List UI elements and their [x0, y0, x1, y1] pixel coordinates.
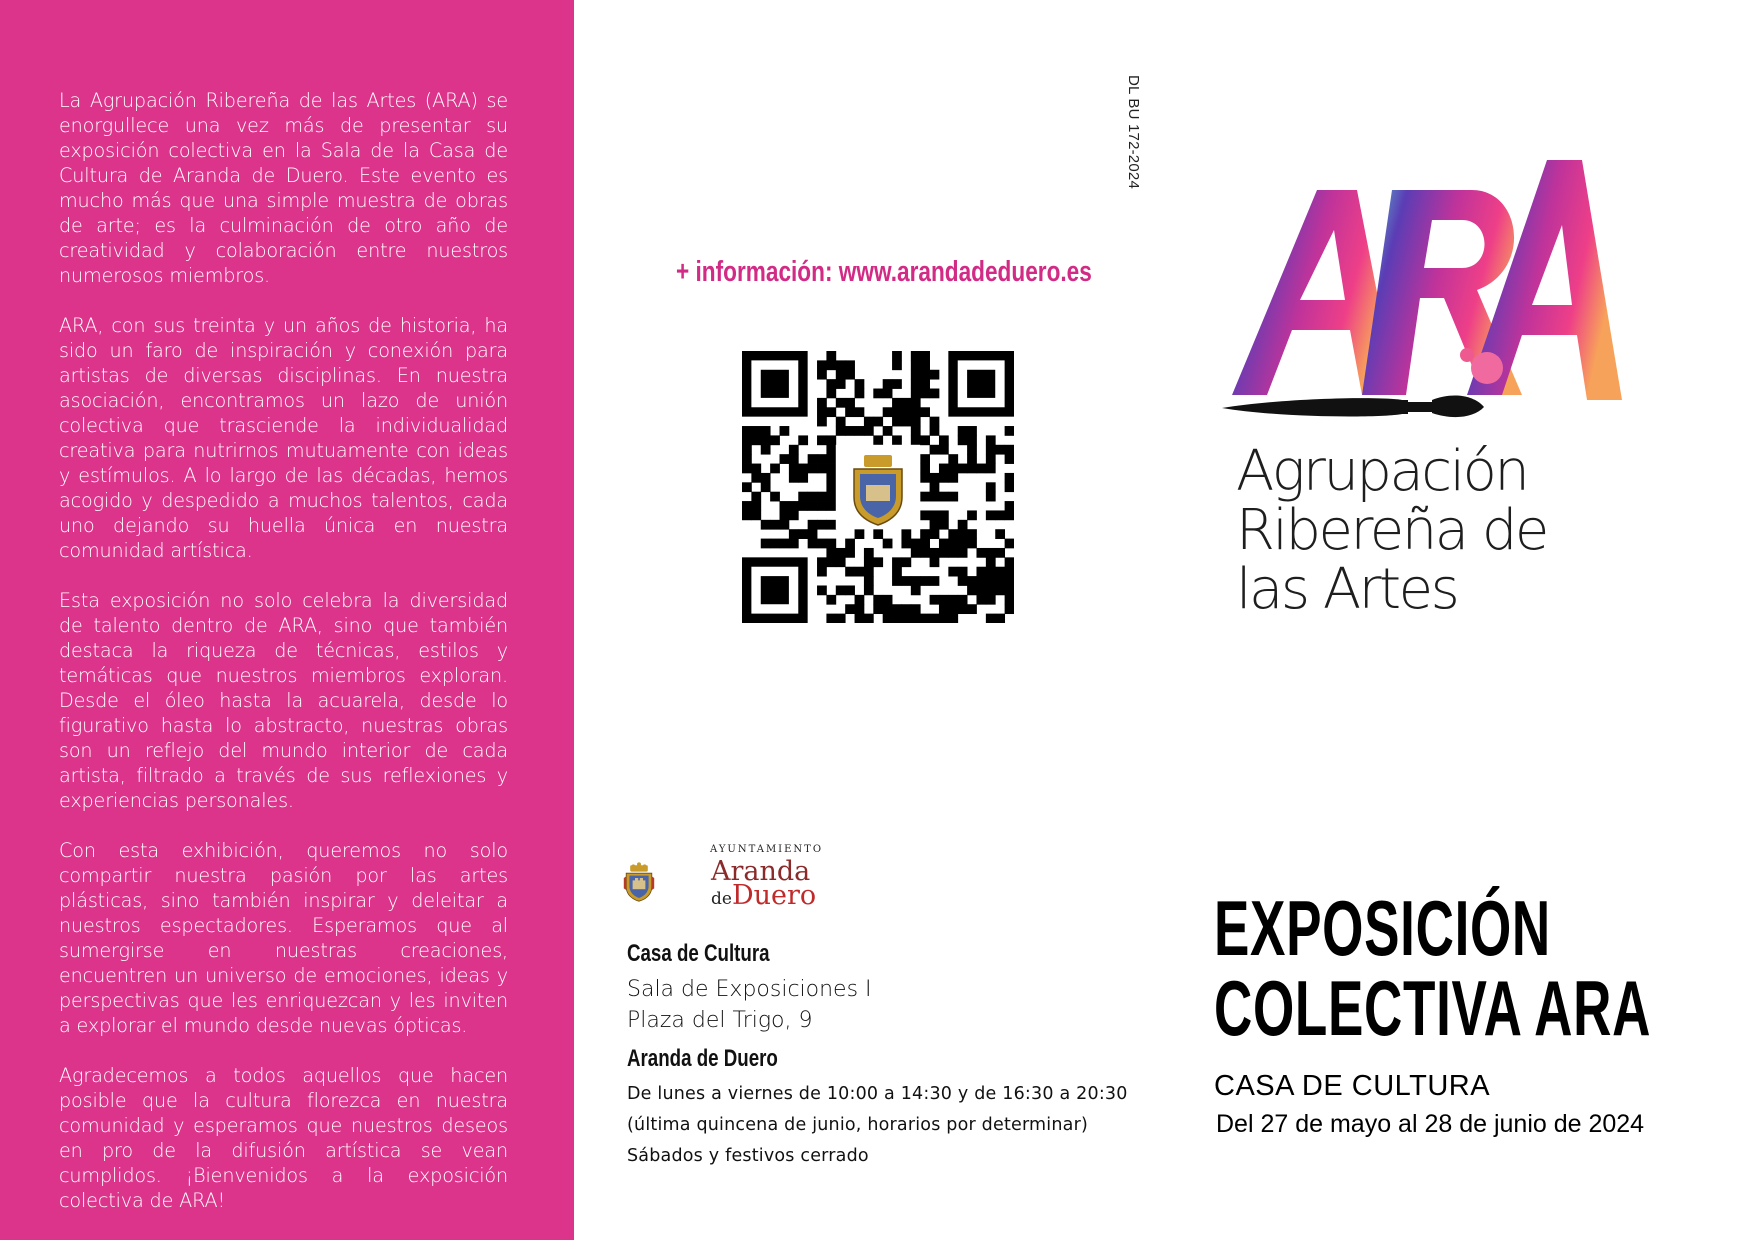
council-name-line2 — [711, 880, 816, 911]
intro-paragraph: Agradecemos a todos aquellos que hacen posible que la cultura florezca en nuestra comunidad y esperamos que nuestros deseos en pro de la difusión artística se vean cumplidos. ¡Bienvenidos a la exposición colectiva de ARA! — [59, 1064, 508, 1212]
event-title-line: COLECTIVA ARA — [1214, 964, 1652, 1052]
intro-paragraph: Esta exposición no solo celebra la diversidad de talento dentro de ARA, sino que también destaca la riqueza de técnicas, estilos y temáticas que nuestros miembros exploran. Desde el óleo hasta la acuarela, desde lo figurativo hasta lo abstracto, nuestras obras son un reflejo del mundo interior de cada artista, filtrado a través de sus reflexiones y experiencias personales. — [59, 589, 508, 812]
more-info-link[interactable]: + información: www.arandadeduero.es — [676, 256, 1092, 288]
council-name: Aranda — [711, 856, 811, 887]
venue-closed: Sábados y festivos cerrado — [627, 1146, 869, 1166]
event-title-line: EXPOSICIÓN — [1214, 884, 1551, 972]
event-title — [1214, 884, 1652, 1052]
legal-deposit: DL BU 172-2024 — [1125, 75, 1142, 189]
left-panel — [0, 0, 574, 1240]
venue-info — [627, 940, 1128, 1172]
council-name-main: Duero — [731, 880, 817, 911]
logo-name-line: las Artes — [1236, 557, 1458, 622]
council-coat-of-arms-icon — [623, 832, 703, 932]
intro-text — [59, 88, 508, 1238]
council-label: AYUNTAMIENTO — [710, 844, 824, 855]
intro-paragraph: La Agrupación Ribereña de las Artes (ARA) se enorgullece una vez más de presentar su exposición colectiva en la Sala de la Casa de Cultura de Aranda de Duero. Este evento es mucho más que una simple muestra de obras de arte; es la culminación de otro año de creatividad y colaboración entre nuestros numerosos miembros. — [59, 89, 508, 287]
venue-city: Aranda de Duero — [627, 1045, 778, 1072]
logo-name-line: Ribereña de — [1236, 498, 1547, 563]
venue-room: Sala de Exposiciones I — [627, 977, 872, 1002]
event-dates: Del 27 de mayo al 28 de junio de 2024 — [1216, 1110, 1645, 1138]
venue-place: Casa de Cultura — [627, 940, 770, 967]
event-subtitle: CASA DE CULTURA — [1214, 1070, 1491, 1102]
council-name-prefix: de — [711, 889, 732, 909]
intro-paragraph: Con esta exhibición, queremos no solo compartir nuestra pasión por las artes plásticas, sino también inspirar y deleitar a nuestros espectadores. Esperamos que al sumergirse en nuestras creaciones, encuentren un universo de emociones, ideas y perspectivas que les enriquezcan y les inviten a explorar el mundo desde nuevas ópticas. — [59, 839, 508, 1037]
logo-name-line: Agrupación — [1236, 439, 1528, 504]
venue-address: Plaza del Trigo, 9 — [627, 1008, 813, 1033]
intro-paragraph: ARA, con sus treinta y un años de historia, ha sido un faro de inspiración y conexión para artistas de diversas disciplinas. En nuestra asociación, encontramos un lazo de unión colectiva que trasciende la individualidad creativa para nutrirnos mutuamente con ideas y estímulos. A lo largo de las décadas, hemos acogido y despedido a muchos talentos, cada uno dejando su huella única en nuestra comunidad artística. — [59, 314, 508, 562]
qr-code-icon[interactable] — [742, 351, 1014, 623]
venue-schedule: De lunes a viernes de 10:00 a 14:30 y de 16:30 a 20:30 — [627, 1084, 1128, 1104]
venue-schedule-note: (última quincena de junio, horarios por determinar) — [627, 1115, 1089, 1135]
ara-logo-icon — [1222, 150, 1642, 440]
ara-logo-name — [1236, 439, 1547, 622]
